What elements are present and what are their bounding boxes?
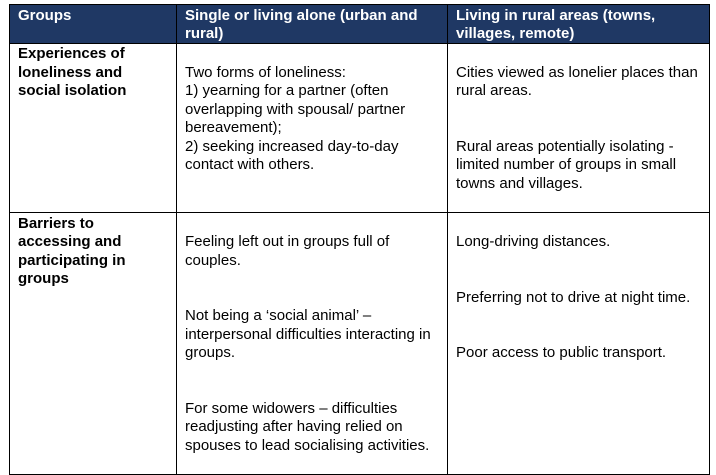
cell-paragraph: Cities viewed as lonelier places than rural areas. xyxy=(456,63,698,99)
header-rural: Living in rural areas (towns, villages, remote) xyxy=(448,5,710,44)
cell-paragraph: Two forms of loneliness: 1) yearning for a partner (often overlapping with spousal/ partner bereavement); 2) seeking increased day-to-day contact with others. xyxy=(185,63,406,173)
header-single: Single or living alone (urban and rural) xyxy=(177,5,448,44)
cell-paragraph: Feeling left out in groups full of couples. xyxy=(185,233,390,269)
cell-paragraph: Poor access to public transport. xyxy=(456,344,667,361)
cell-paragraph: Rural areas potentially isolating - limited number of groups in small towns and villages. xyxy=(456,137,677,192)
cell-paragraph: Long-driving distances. xyxy=(456,233,611,250)
header-groups: Groups xyxy=(10,5,177,44)
findings-table xyxy=(9,4,710,475)
table-row xyxy=(10,44,710,213)
cell-rural-experiences xyxy=(448,44,710,213)
header-row xyxy=(10,5,710,44)
cell-paragraph: Not being a ‘social animal’ – interpersonal difficulties interacting in groups. xyxy=(185,307,431,361)
cell-paragraph: For some widowers – difficulties readjusting after having relied on spouses to lead socialising activities. xyxy=(185,399,430,454)
row-label-barriers: Barriers to accessing and participating in groups xyxy=(10,212,177,474)
cell-paragraph: Preferring not to drive at night time. xyxy=(456,288,691,306)
cell-rural-barriers xyxy=(448,212,710,474)
cell-single-experiences xyxy=(177,44,448,213)
table-row xyxy=(10,212,710,474)
row-label-experiences: Experiences of loneliness and social isolation xyxy=(10,44,177,213)
cell-single-barriers xyxy=(177,212,448,474)
